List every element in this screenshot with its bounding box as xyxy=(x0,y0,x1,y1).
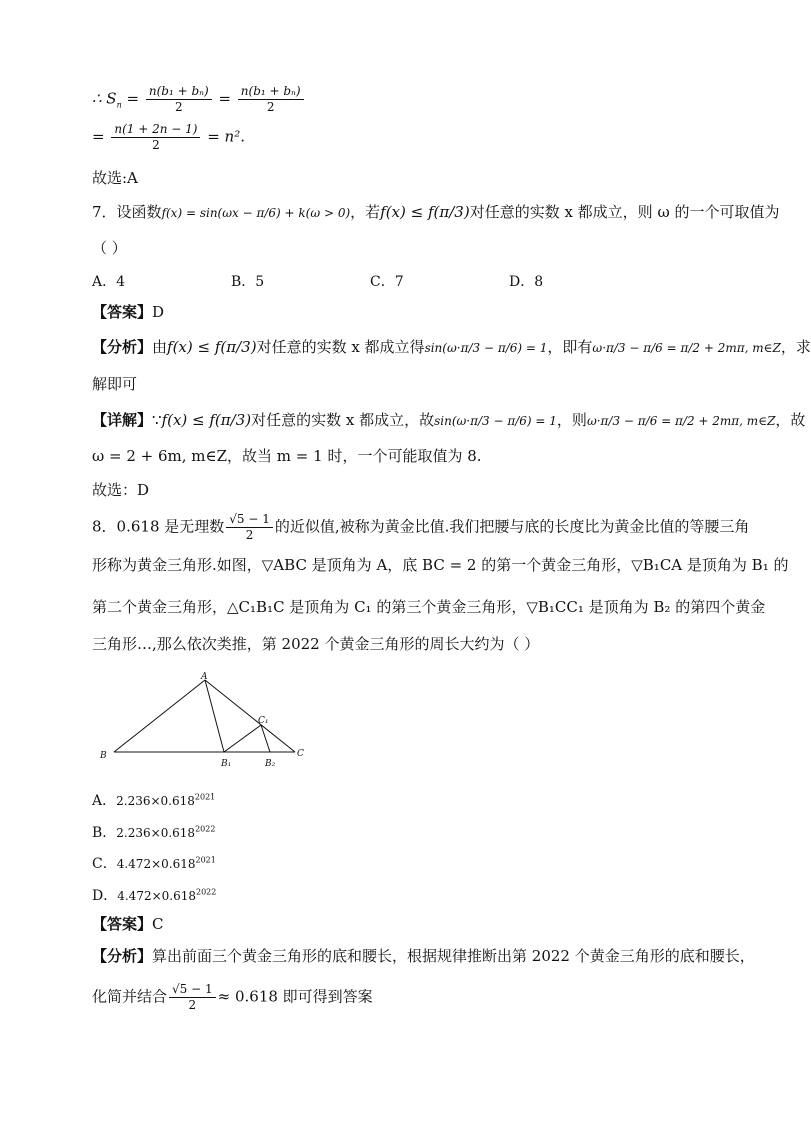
q8-option-a-exp: 2021 xyxy=(194,792,216,802)
q7-stem-c: 对任意的实数 x 都成立，则 ω 的一个可取值为 xyxy=(469,203,780,221)
detail-text-d: ，故 xyxy=(775,411,806,429)
q8-option-c xyxy=(92,853,216,873)
q7-stem xyxy=(92,202,779,223)
q7-stem-a: 设函数 xyxy=(116,203,162,221)
q7-detail-line2: ω = 2 + 6m, m∈Z，故当 m = 1 时，一个可能取值为 8. xyxy=(92,447,482,465)
golden-ratio-fraction xyxy=(226,512,273,543)
label-b: B xyxy=(100,751,107,761)
q7-number: 7． xyxy=(92,203,117,221)
segment-ac xyxy=(205,680,295,752)
q8-line1 xyxy=(92,512,749,543)
q8-text-a: 0.618 是无理数 xyxy=(116,517,225,536)
q7-paren: （ ） xyxy=(92,239,127,257)
q8-number: 8． xyxy=(92,517,117,536)
sn-frac2-denominator: 2 xyxy=(266,100,275,114)
q7-option-d: D．8 xyxy=(509,274,544,290)
label-b1: B₁ xyxy=(221,759,232,769)
q8-option-c-text: 4.472×0.618 xyxy=(116,857,196,871)
q8-option-b-exp: 2022 xyxy=(195,824,216,834)
q7-conclusion: 故选：D xyxy=(92,481,150,499)
sn-frac2-numerator: n(b₁ + bₙ) xyxy=(238,84,304,100)
q8-line4: 三角形…,那么依次类推，第 2022 个黄金三角形的周长大约为（ ） xyxy=(92,635,540,653)
q8-line3: 第二个黄金三角形，△C₁B₁C 是顶角为 C₁ 的第三个黄金三角形，▽B₁CC₁ 是顶角为 B₂ 的第四个黄金 xyxy=(92,598,766,616)
q8-option-b-letter: B． xyxy=(92,825,117,841)
detail-equation-1: sin(ω·π/3 − π/6) = 1 xyxy=(434,414,557,428)
segment-b1c1 xyxy=(224,725,261,752)
q7-function: f(x) = sin(ωx − π/6) + k(ω > 0) xyxy=(161,206,351,220)
sn-formula-line2: = $\frac{n(1 + 2n - 1)}{2}$ = n². xyxy=(92,122,245,152)
q8-option-a-letter: A． xyxy=(92,793,117,809)
label-b2: B₂ xyxy=(265,759,276,769)
detail-text-b: 对任意的实数 x 都成立，故 xyxy=(251,411,435,429)
q8-option-a xyxy=(92,790,215,810)
q8-analysis-text-2a: 化简并结合 xyxy=(92,987,168,1006)
detail-text-c: ，则 xyxy=(556,411,587,429)
segment-ba xyxy=(114,680,205,752)
sn-formula-line1: ∴ $S_n$ = $\frac{\text{n(b₁ + bₙ)}}{2}$ = $\frac{\text{n(b₁ + bₙ)}}{2}$ xyxy=(92,84,306,116)
sn-frac3-numerator: n(1 + 2n − 1) xyxy=(111,122,200,138)
sn-frac3-denominator: 2 xyxy=(152,138,160,152)
q7-condition: f(x) ≤ f(π/3) xyxy=(380,203,470,221)
q8-option-c-letter: C． xyxy=(92,856,117,872)
sn-fraction-2 xyxy=(238,84,304,115)
answer-value: D xyxy=(152,303,165,321)
q8-analysis-text-1: 算出前面三个黄金三角形的底和腰长，根据规律推断出第 2022 个黄金三角形的底和腰长， xyxy=(152,947,755,965)
label-c: C xyxy=(297,749,304,759)
q7-stem-b: ，若 xyxy=(350,203,381,221)
q8-option-c-exp: 2021 xyxy=(195,855,216,865)
analysis-text-c: ，即有 xyxy=(547,338,593,356)
q7-option-c: C．7 xyxy=(370,274,404,290)
analysis-text-b: 对任意的实数 x 都成立得 xyxy=(256,338,425,356)
detail-equation-2: ω·π/3 − π/6 = π/2 + 2mπ, m∈Z xyxy=(586,414,776,428)
segment-ab1 xyxy=(205,680,224,752)
label-c1: C₁ xyxy=(258,716,269,726)
golden-ratio-fraction-2 xyxy=(169,982,216,1013)
detail-condition: f(x) ≤ f(π/3) xyxy=(161,411,252,429)
segment-c1b2 xyxy=(261,725,270,752)
q7-answer xyxy=(92,302,164,322)
q8-option-b-text: 2.236×0.618 xyxy=(116,826,196,840)
q7-analysis-line1 xyxy=(92,337,811,358)
sn-result: = n². xyxy=(207,127,245,146)
q8-option-d-letter: D． xyxy=(92,888,118,904)
analysis-equation-1: sin(ω·π/3 − π/6) = 1 xyxy=(424,341,548,355)
analysis-tag: 【分析】 xyxy=(92,338,153,356)
answer-tag-q8: 【答案】 xyxy=(92,915,153,933)
q8-option-a-text: 2.236×0.618 xyxy=(116,794,195,808)
q8-analysis-text-2b: ≈ 0.618 即可得到答案 xyxy=(217,987,373,1006)
sn-fraction-3 xyxy=(111,122,200,153)
q7-analysis-line2: 解即可 xyxy=(92,375,138,393)
q7-option-a: A．4 xyxy=(92,274,126,290)
golden-triangle-figure xyxy=(96,672,316,772)
golden-frac2-denominator: 2 xyxy=(188,998,197,1012)
label-a: A xyxy=(201,672,208,682)
sn-subscript: n xyxy=(116,100,122,110)
golden-frac2-numerator: √5 − 1 xyxy=(169,982,216,998)
q8-option-d-exp: 2022 xyxy=(196,887,217,897)
analysis-text-a: 由 xyxy=(152,338,168,356)
q8-option-d-text: 4.472×0.618 xyxy=(117,889,196,903)
q7-option-b: B．5 xyxy=(231,274,265,290)
q8-text-b: 的近似值,被称为黄金比值.我们把腰与底的长度比为黄金比值的等腰三角 xyxy=(274,517,750,536)
sn-frac1-numerator: n(b₁ + bₙ) xyxy=(146,84,212,100)
analysis-tag-q8: 【分析】 xyxy=(92,947,153,965)
golden-frac-denominator: 2 xyxy=(245,528,254,542)
sn-fraction-1 xyxy=(146,84,212,115)
detail-tag: 【详解】 xyxy=(92,411,153,429)
sn-prefix: ∴ S xyxy=(92,89,117,108)
answer-value-q8: C xyxy=(152,915,164,933)
conclusion-q6: 故选:A xyxy=(92,169,138,187)
q8-answer xyxy=(92,914,164,934)
analysis-text-d: ，求 xyxy=(780,338,811,356)
q7-detail-line1 xyxy=(92,410,805,431)
q8-option-d xyxy=(92,885,216,905)
analysis-equation-2: ω·π/3 − π/6 = π/2 + 2mπ, m∈Z xyxy=(592,341,781,355)
golden-frac-numerator: √5 − 1 xyxy=(226,512,273,528)
answer-tag: 【答案】 xyxy=(92,303,153,321)
q8-analysis-line2 xyxy=(92,982,373,1013)
q8-option-b xyxy=(92,822,215,842)
q8-line2: 形称为黄金三角形.如图，▽ABC 是顶角为 A，底 BC = 2 的第一个黄金三角形，▽B₁CA 是顶角为 B₁ 的 xyxy=(92,556,789,574)
detail-text-a: ∵ xyxy=(152,411,162,429)
q8-analysis-line1 xyxy=(92,946,755,966)
analysis-condition: f(x) ≤ f(π/3) xyxy=(167,338,257,356)
sn-frac1-denominator: 2 xyxy=(174,100,183,114)
